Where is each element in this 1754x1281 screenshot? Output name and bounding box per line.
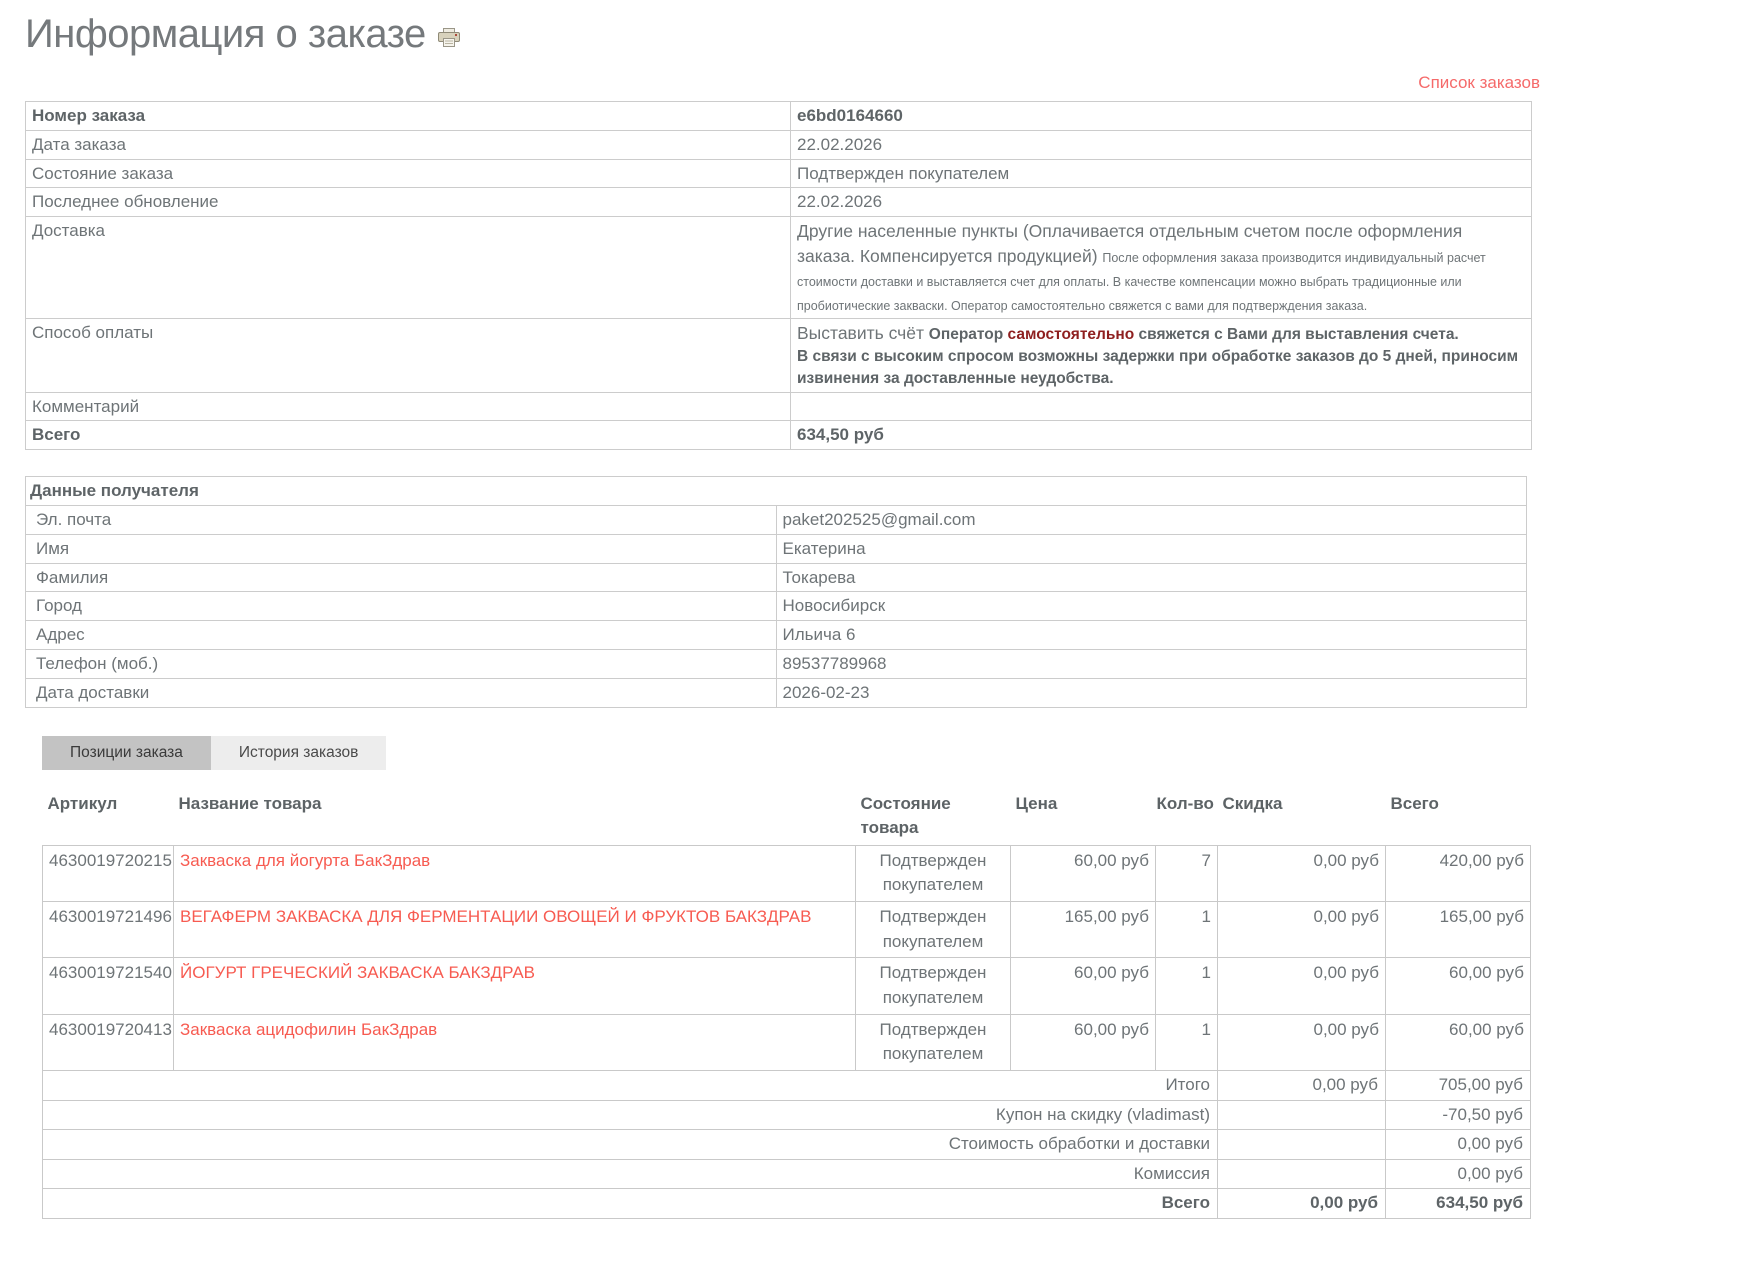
field-value-order-total: 634,50 руб <box>791 421 1532 450</box>
table-row <box>26 534 1527 563</box>
field-value-city: Новосибирск <box>776 592 1527 621</box>
field-label-last-update: Последнее обновление <box>26 188 791 217</box>
field-label-order-total: Всего <box>26 421 791 450</box>
table-row <box>26 159 1532 188</box>
field-label-first-name: Имя <box>26 534 777 563</box>
item-price: 60,00 руб <box>1011 1014 1156 1070</box>
recipient-header: Данные получателя <box>26 477 1527 506</box>
field-value-email: paket202525@gmail.com <box>776 505 1527 534</box>
delivery-note-text: После оформления заказа производится индивидуальный расчет стоимости доставки и выставляется счет для оплаты. В качестве компенсации можно выбрать традиционные или пробиотические закваски. Оператор самостоятельно свяжется с вами для подтверждения заказа. <box>797 250 1486 313</box>
order-info-table <box>25 101 1532 450</box>
summary-total: 705,00 руб <box>1386 1070 1531 1100</box>
page-title: Информация о заказе <box>25 12 426 56</box>
summary-label: Итого <box>43 1070 1218 1100</box>
table-row <box>43 902 1531 958</box>
table-row <box>26 217 1532 319</box>
summary-row-grand-total <box>43 1189 1531 1219</box>
product-link[interactable]: Закваска ацидофилин БакЗдрав <box>180 1019 438 1039</box>
col-header-sku: Артикул <box>47 793 118 813</box>
recipient-table <box>25 476 1527 707</box>
field-value-delivery <box>791 217 1532 319</box>
tab-order-history[interactable]: История заказов <box>211 736 387 770</box>
table-row <box>43 1014 1531 1070</box>
summary-label: Комиссия <box>43 1159 1218 1189</box>
summary-row-shipping <box>43 1130 1531 1160</box>
summary-label: Всего <box>43 1189 1218 1219</box>
item-qty: 1 <box>1156 902 1218 958</box>
field-label-address: Адрес <box>26 621 777 650</box>
table-row <box>26 102 1532 131</box>
field-label-email: Эл. почта <box>26 505 777 534</box>
table-row <box>26 392 1532 421</box>
printer-icon[interactable] <box>438 28 460 53</box>
summary-row-subtotal <box>43 1070 1531 1100</box>
item-name-cell <box>174 845 856 901</box>
summary-total: -70,50 руб <box>1386 1100 1531 1130</box>
col-header-name: Название товара <box>178 793 322 813</box>
field-value-order-number: e6bd0164660 <box>791 102 1532 131</box>
payment-note-highlight: самостоятельно <box>1007 326 1135 344</box>
item-total: 165,00 руб <box>1386 902 1531 958</box>
summary-row-commission <box>43 1159 1531 1189</box>
item-status: Подтвержден покупателем <box>856 1014 1011 1070</box>
table-row <box>26 188 1532 217</box>
summary-label: Стоимость обработки и доставки <box>43 1130 1218 1160</box>
summary-discount <box>1218 1130 1386 1160</box>
item-name-cell <box>174 958 856 1014</box>
field-value-comment <box>791 392 1532 421</box>
field-value-delivery-date: 2026-02-23 <box>776 678 1527 707</box>
col-header-total: Всего <box>1390 793 1439 813</box>
table-row <box>26 621 1527 650</box>
item-price: 60,00 руб <box>1011 958 1156 1014</box>
item-name-cell <box>174 902 856 958</box>
item-sku: 4630019721540 <box>43 958 174 1014</box>
item-discount: 0,00 руб <box>1218 845 1386 901</box>
col-header-qty: Кол-во <box>1156 793 1214 813</box>
field-label-phone: Телефон (моб.) <box>26 649 777 678</box>
col-header-status: Состояние товара <box>860 793 951 838</box>
payment-note-text <box>929 326 1459 343</box>
tab-bar <box>42 736 1540 770</box>
field-label-comment: Комментарий <box>26 392 791 421</box>
field-value-last-update: 22.02.2026 <box>791 188 1532 217</box>
item-sku: 4630019720215 <box>43 845 174 901</box>
payment-note-after: свяжется с Вами для выставления счета. <box>1134 326 1459 344</box>
item-price: 60,00 руб <box>1011 845 1156 901</box>
table-row <box>43 845 1531 901</box>
table-row <box>26 505 1527 534</box>
item-qty: 1 <box>1156 1014 1218 1070</box>
order-items-section <box>42 788 1540 1220</box>
product-link[interactable]: ЙОГУРТ ГРЕЧЕСКИЙ ЗАКВАСКА БАКЗДРАВ <box>180 963 536 983</box>
table-row <box>26 678 1527 707</box>
item-qty: 7 <box>1156 845 1218 901</box>
payment-method-text: Выставить счёт <box>797 323 925 344</box>
item-sku: 4630019721496 <box>43 902 174 958</box>
order-items-table <box>42 788 1531 1220</box>
col-header-price: Цена <box>1015 793 1058 813</box>
table-row <box>26 592 1527 621</box>
item-status: Подтвержден покупателем <box>856 845 1011 901</box>
table-row <box>26 319 1532 392</box>
field-value-address: Ильича 6 <box>776 621 1527 650</box>
item-status: Подтвержден покупателем <box>856 902 1011 958</box>
item-price: 165,00 руб <box>1011 902 1156 958</box>
summary-total: 0,00 руб <box>1386 1130 1531 1160</box>
field-label-city: Город <box>26 592 777 621</box>
delivery-method-text: Другие населенные пункты (Оплачивается отдельным счетом после оформления заказа. Компенсируется продукцией) <box>797 221 1463 266</box>
summary-total: 634,50 руб <box>1386 1189 1531 1219</box>
field-label-order-date: Дата заказа <box>26 130 791 159</box>
field-label-last-name: Фамилия <box>26 563 777 592</box>
tab-order-items[interactable]: Позиции заказа <box>42 736 211 770</box>
items-header-row <box>43 788 1531 846</box>
item-discount: 0,00 руб <box>1218 958 1386 1014</box>
field-value-payment <box>791 319 1532 392</box>
field-value-phone: 89537789968 <box>776 649 1527 678</box>
summary-label: Купон на скидку (vladimast) <box>43 1100 1218 1130</box>
table-row <box>26 421 1532 450</box>
item-total: 420,00 руб <box>1386 845 1531 901</box>
field-value-last-name: Токарева <box>776 563 1527 592</box>
summary-discount <box>1218 1159 1386 1189</box>
item-discount: 0,00 руб <box>1218 902 1386 958</box>
summary-discount: 0,00 руб <box>1218 1189 1386 1219</box>
item-total: 60,00 руб <box>1386 958 1531 1014</box>
field-label-delivery-date: Дата доставки <box>26 678 777 707</box>
orders-list-row <box>25 73 1540 93</box>
payment-delay-note: В связи с высоким спросом возможны задержки при обработке заказов до 5 дней, приносим извинения за доставленные неудобства. <box>797 348 1519 387</box>
table-row <box>26 563 1527 592</box>
field-value-order-status: Подтвержден покупателем <box>791 159 1532 188</box>
item-discount: 0,00 руб <box>1218 1014 1386 1070</box>
field-value-order-date: 22.02.2026 <box>791 130 1532 159</box>
table-row <box>26 649 1527 678</box>
table-row <box>26 130 1532 159</box>
summary-discount <box>1218 1100 1386 1130</box>
product-link[interactable]: Закваска для йогурта БакЗдрав <box>180 850 431 870</box>
field-value-first-name: Екатерина <box>776 534 1527 563</box>
item-status: Подтвержден покупателем <box>856 958 1011 1014</box>
table-row <box>43 958 1531 1014</box>
field-label-order-number: Номер заказа <box>26 102 791 131</box>
item-qty: 1 <box>1156 958 1218 1014</box>
field-label-payment: Способ оплаты <box>26 319 791 392</box>
field-label-order-status: Состояние заказа <box>26 159 791 188</box>
summary-total: 0,00 руб <box>1386 1159 1531 1189</box>
summary-row-coupon <box>43 1100 1531 1130</box>
col-header-discount: Скидка <box>1222 793 1283 813</box>
item-total: 60,00 руб <box>1386 1014 1531 1070</box>
page-header <box>25 12 1540 57</box>
summary-discount: 0,00 руб <box>1218 1070 1386 1100</box>
product-link[interactable]: ВЕГАФЕРМ ЗАКВАСКА ДЛЯ ФЕРМЕНТАЦИИ ОВОЩЕЙ И ФРУКТОВ БАКЗДРАВ <box>180 907 812 927</box>
payment-note-before: Оператор <box>928 326 1008 344</box>
item-name-cell <box>174 1014 856 1070</box>
item-sku: 4630019720413 <box>43 1014 174 1070</box>
recipient-header-row <box>26 477 1527 506</box>
orders-list-link[interactable]: Список заказов <box>1418 73 1540 92</box>
field-label-delivery: Доставка <box>26 217 791 319</box>
